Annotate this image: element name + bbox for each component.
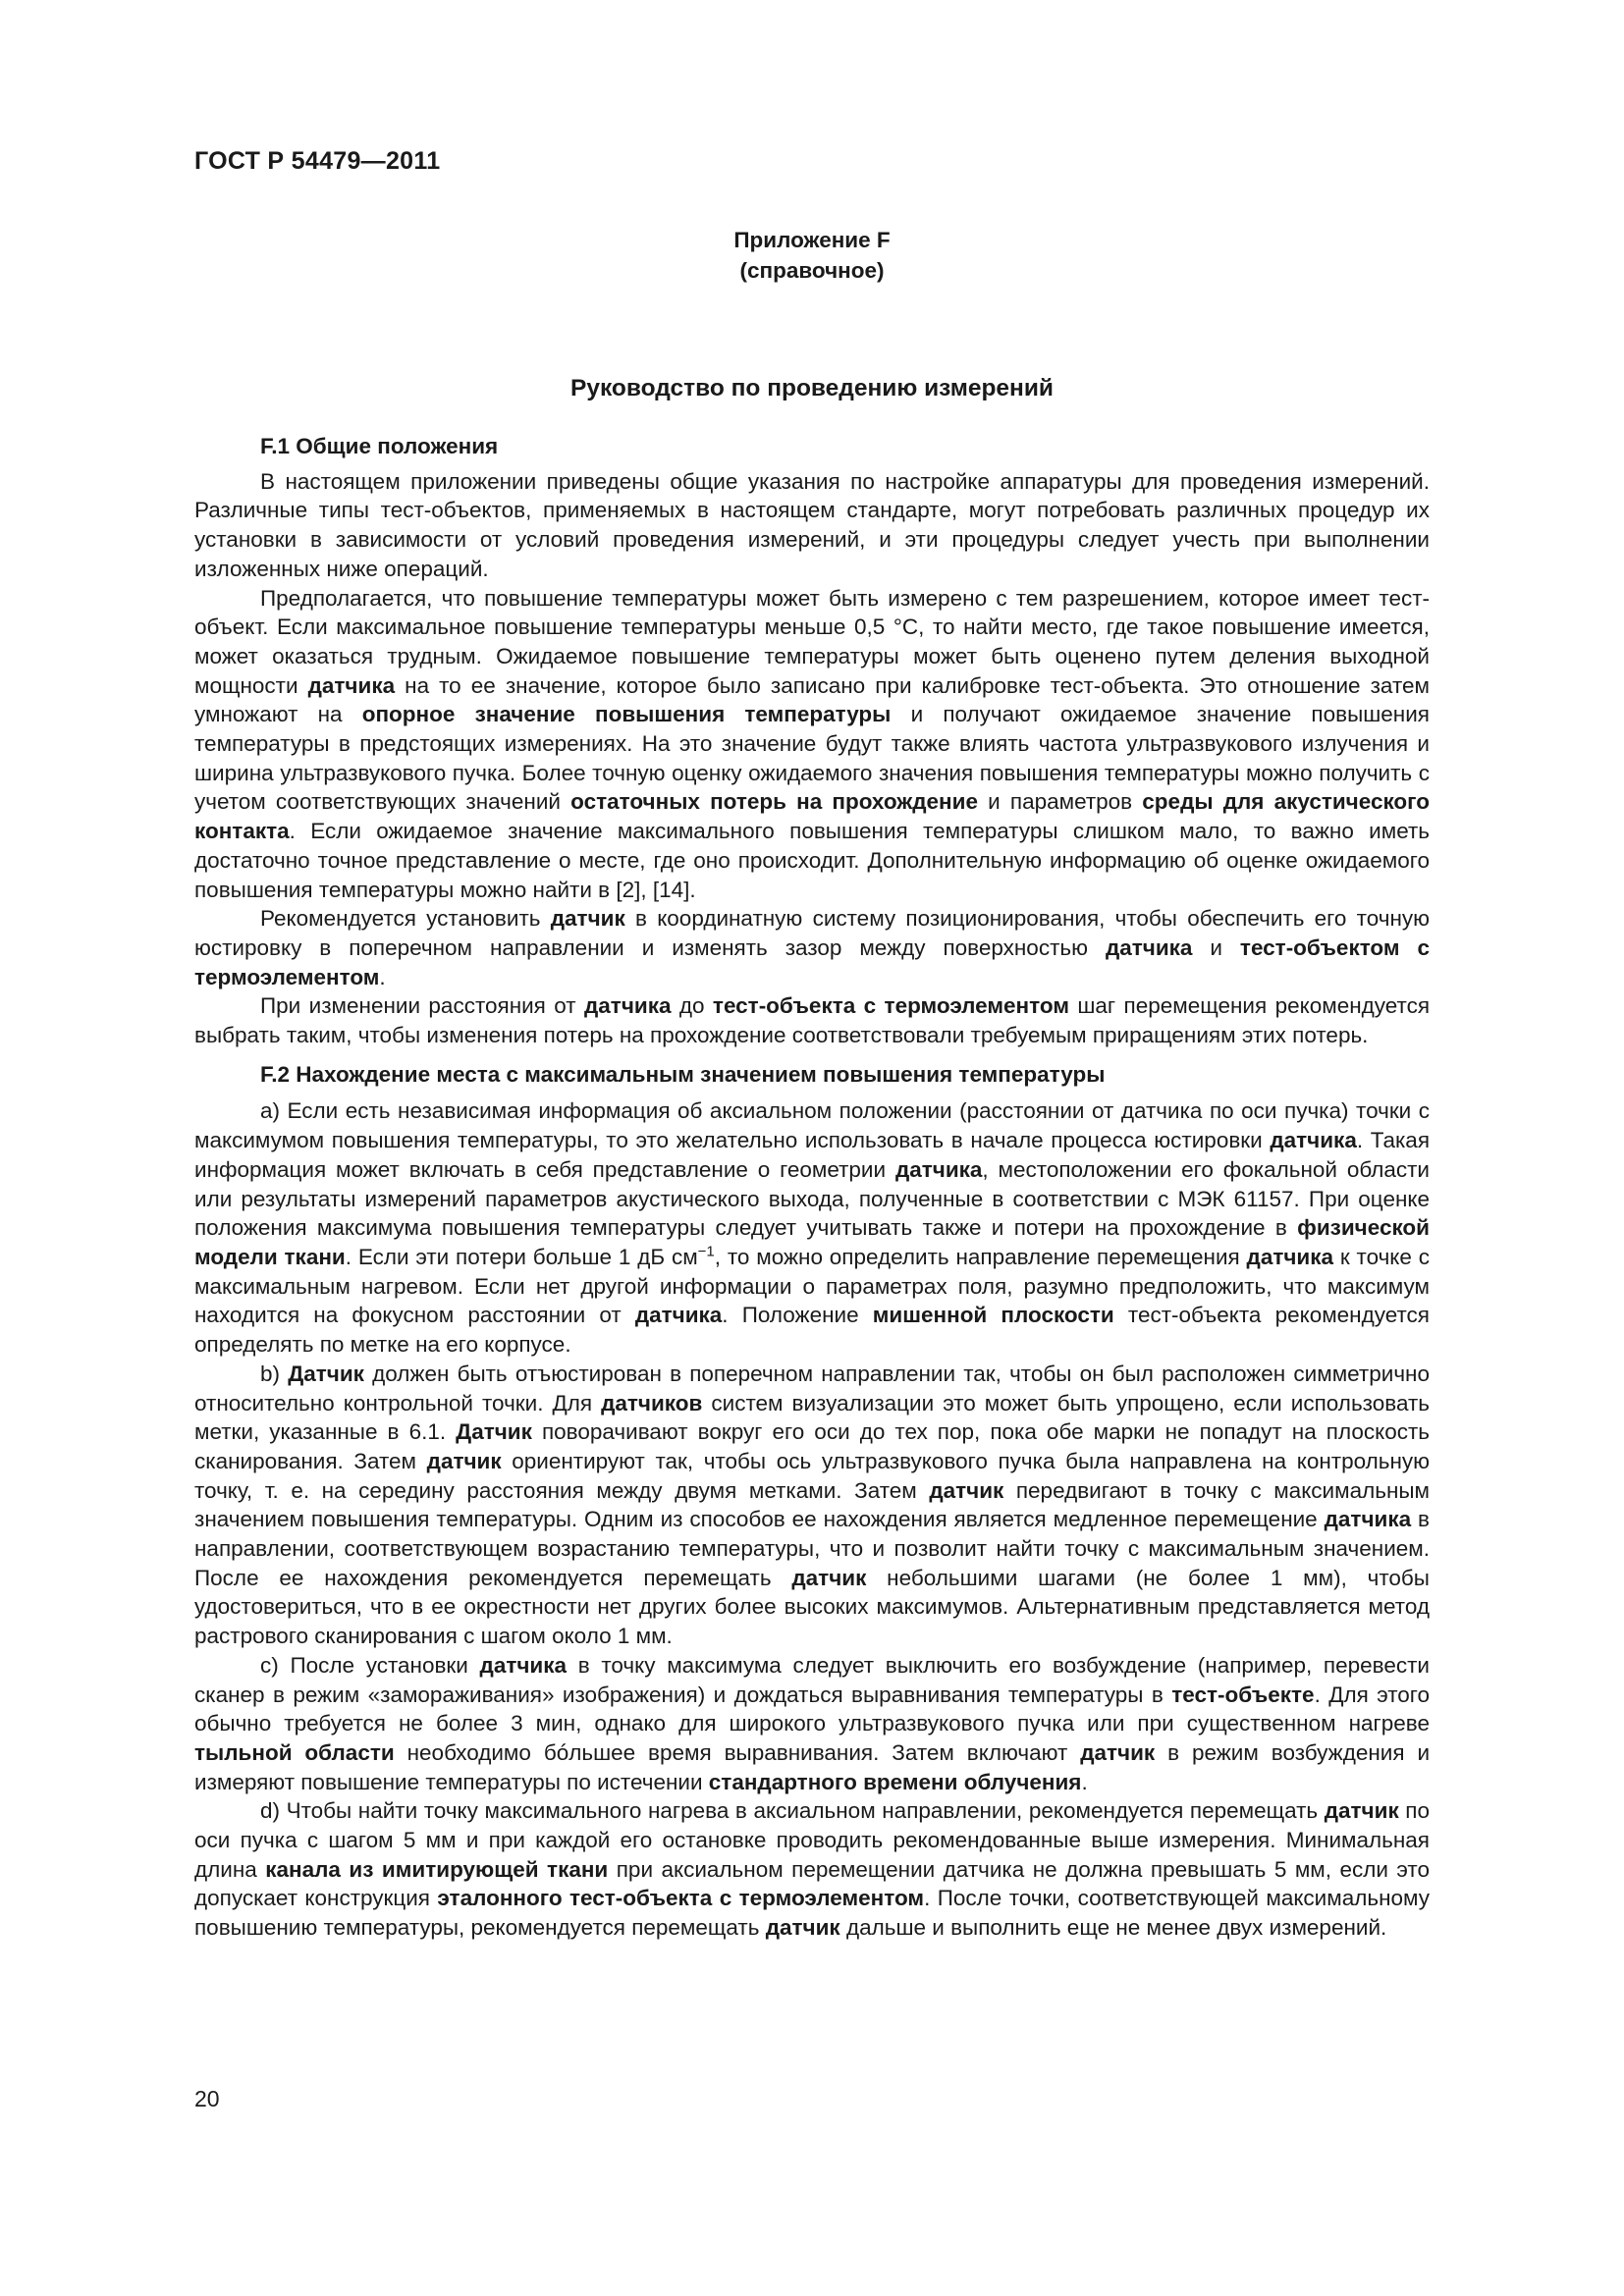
text-run: и получают ожидаемое значение повышения температуры в предстоящих измерениях. На это значение будут также влиять частота ультразвукового излучения и ширина ультразвукового пучка. Более точную оценку ожидаемого значения повышения температуры можно получить с учетом соответствующих значений [194,702,1430,815]
term-bold: датчика [634,1303,723,1328]
text-run: . [1081,1769,1088,1794]
term-bold: датчика [1270,1128,1357,1153]
text-run: на то ее значение, которое было записано при калибровке тест-объекта. Это отношение затем умножают на [194,672,1430,727]
term-bold: датчиков [601,1390,703,1415]
section-f2 [194,1060,1430,1943]
paragraph-item-c [194,1651,1430,1797]
term-bold: датчика [479,1652,568,1678]
text-run: . После точки, соответствующей максимальному повышению температуры, рекомендуется перемещать [194,1886,1430,1941]
term-bold: датчик [929,1477,1004,1503]
text-run: в направлении, соответствующем возрастанию температуры, что и позволит найти точку с максимальным значением. После ее нахождения рекомендуется перемещать [194,1507,1430,1590]
term-bold: датчика [1105,934,1193,960]
text-run: ориентируют так, чтобы ось ультразвукового пучка была направлена на контрольную точку, т. е. на середину расстояния между двумя метками. Затем [194,1448,1431,1503]
text-run: Рекомендуется установить [260,906,551,932]
term-bold: мишенной плоскости [872,1303,1114,1328]
text-run: до [671,993,713,1019]
standard-code: ГОСТ Р 54479—2011 [194,147,441,175]
term-bold: эталонного тест-объекта с термоэлементом [437,1886,925,1911]
text-run: В настоящем приложении приведены общие указания по настройке аппаратуры для проведения измерений. Различные типы тест-объектов, применяемых в настоящем стандарте, могут потребовать различных процедур их установки в зависимости от условий проведения измерений, и эти процедуры следует учесть при выполнении изложенных ниже операций. [194,468,1430,581]
text-run: шаг перемещения рекомендуется выбрать таким, чтобы изменения потерь на прохождение соответствовали требуемым приращениям этих потерь. [194,993,1431,1048]
superscript: −1 [697,1243,715,1260]
paragraph [194,991,1430,1049]
paragraph-item-d [194,1796,1430,1943]
text-run: в точку максимума следует выключить его возбуждение (например, перевести сканер в режим «замораживания» изображения) и дождаться выравнивания температуры в [194,1652,1430,1707]
term-bold: стандартного времени облучения [708,1769,1082,1794]
term-bold: датчик [1080,1739,1156,1765]
text-run: Предполагается, что повышение температуры может быть измерено с тем разрешением, которое имеет тест-объект. Если максимальное повышение температуры меньше 0,5 °С, то найти место, где такое повышение имеется, может оказаться трудным. Ожидаемое повышение температуры может быть оценено путем деления выходной мощности [194,585,1430,698]
text-run: систем визуализации это может быть упрощено, если использовать метки, указанные в 6.1. [194,1390,1430,1445]
term-bold: тест-объекте [1171,1682,1315,1707]
term-bold: датчика [307,672,396,698]
term-bold: датчик [765,1915,840,1941]
term-bold: тыльной области [194,1739,395,1765]
text-run: и [1192,934,1240,960]
term-bold: тест-объектом с термоэлементом [194,934,1430,989]
term-bold: датчик [550,906,625,932]
text-run: тест-объекта рекомендуется определять по метке на его корпусе. [194,1303,1430,1358]
text-run: . Если ожидаемое значение максимального повышения температуры слишком мало, то важно иметь достаточно точное представление о месте, где оно происходит. Дополнительную информацию об оценке ожидаемого повышения температуры можно найти в [2], [14]. [194,819,1430,902]
term-bold: датчика [894,1156,983,1182]
text-run: , то можно определить направление перемещения [714,1244,1247,1269]
text-run: необходимо бóльшее время выравнивания. Затем включают [394,1739,1081,1765]
text-run: с) После установки [260,1652,480,1678]
section-f1 [194,432,1430,1050]
text-run: в координатную систему позиционирования, чтобы обеспечить его точную юстировку в поперечном направлении и изменять зазор между поверхностью [194,906,1431,960]
term-bold: датчика [1246,1244,1334,1269]
page-number: 20 [194,2086,220,2111]
paragraph-item-a [194,1096,1430,1359]
paragraph-item-b [194,1360,1430,1651]
text-run: в режим возбуждения и измеряют повышение температуры по истечении [194,1739,1431,1794]
term-bold: Датчик [456,1419,532,1445]
text-run: при аксиальном перемещении датчика не должна превышать 5 мм, если это допускает конструкция [194,1856,1430,1911]
term-bold: Датчик [288,1361,364,1386]
text-run: d) Чтобы найти точку максимального нагрева в аксиальном направлении, рекомендуется перемещать [260,1798,1325,1824]
term-bold: датчик [426,1448,502,1473]
term-bold: датчик [1324,1798,1399,1824]
term-bold: опорное значение повышения температуры [361,702,892,727]
text-run: и параметров [978,789,1143,815]
text-run: . Положение [722,1303,873,1328]
annex-title: Приложение F [733,228,891,252]
paragraph [194,584,1430,905]
text-run: а) Если есть независимая информация об аксиальном положении (расстоянии от датчика по оси пучка) точки с максимумом повышения температуры, то это желательно использовать в начале процесса юстировки [194,1098,1430,1153]
section-heading-f1: F.1 Общие положения [260,434,499,458]
text-run: дальше и выполнить еще не менее двух измерений. [839,1915,1387,1941]
text-run: небольшими шагами (не более 1 мм), чтобы удостовериться, что в ее окрестности нет других более высоких максимумов. Альтернативным представляется метод растрового сканирования с шагом около 1 мм. [194,1565,1430,1649]
term-bold: датчик [791,1565,867,1590]
text-run: b) [260,1361,289,1386]
document-body [194,432,1430,1943]
text-run: по оси пучка с шагом 5 мм и при каждой его остановке проводить рекомендованные выше измерения. Минимальная длина [194,1798,1430,1882]
paragraph [194,467,1430,584]
section-heading-f2: F.2 Нахождение места с максимальным значением повышения температуры [260,1061,1106,1087]
main-title: Руководство по проведению измерений [570,375,1054,401]
annex-kind: (справочное) [739,258,885,283]
text-run: к точке с максимальным нагревом. Если нет другой информации о параметрах поля, разумно предположить, что максимум находится на фокусном расстоянии от [194,1244,1430,1328]
term-bold: датчика [1324,1507,1412,1532]
text-run: . Такая информация может включать в себя представление о геометрии [194,1128,1430,1182]
text-run: должен быть отъюстирован в поперечном направлении так, чтобы он был расположен симметрично относительно контрольной точки. Для [194,1361,1430,1415]
term-bold: среды для акустического контакта [194,789,1430,844]
text-run: При изменении расстояния от [260,993,584,1019]
paragraph [194,904,1430,991]
text-run: . Если эти потери больше 1 дБ см [345,1244,698,1269]
term-bold: датчика [584,993,672,1019]
text-run: передвигают в точку с максимальным значением повышения температуры. Одним из способов ее нахождения является медленное перемещение [194,1477,1431,1532]
term-bold: остаточных потерь на прохождение [570,789,978,815]
term-bold: тест-объекта с термоэлементом [712,993,1069,1019]
term-bold: физической модели ткани [194,1215,1430,1269]
text-run: поворачивают вокруг его оси до тех пор, пока обе марки не попадут на плоскость сканирования. Затем [194,1419,1431,1473]
term-bold: канала из имитирующей ткани [265,1856,609,1882]
text-run: . Для этого обычно требуется не более 3 мин, однако для широкого ультразвукового пучка или при существенном нагреве [194,1682,1430,1736]
text-run: . [379,964,386,989]
text-run: , местоположении его фокальной области или результаты измерений параметров акустического выхода, полученные в соответствии с МЭК 61157. При оценке положения максимума повышения температуры следует учитывать также и потери на прохождение в [194,1156,1431,1241]
